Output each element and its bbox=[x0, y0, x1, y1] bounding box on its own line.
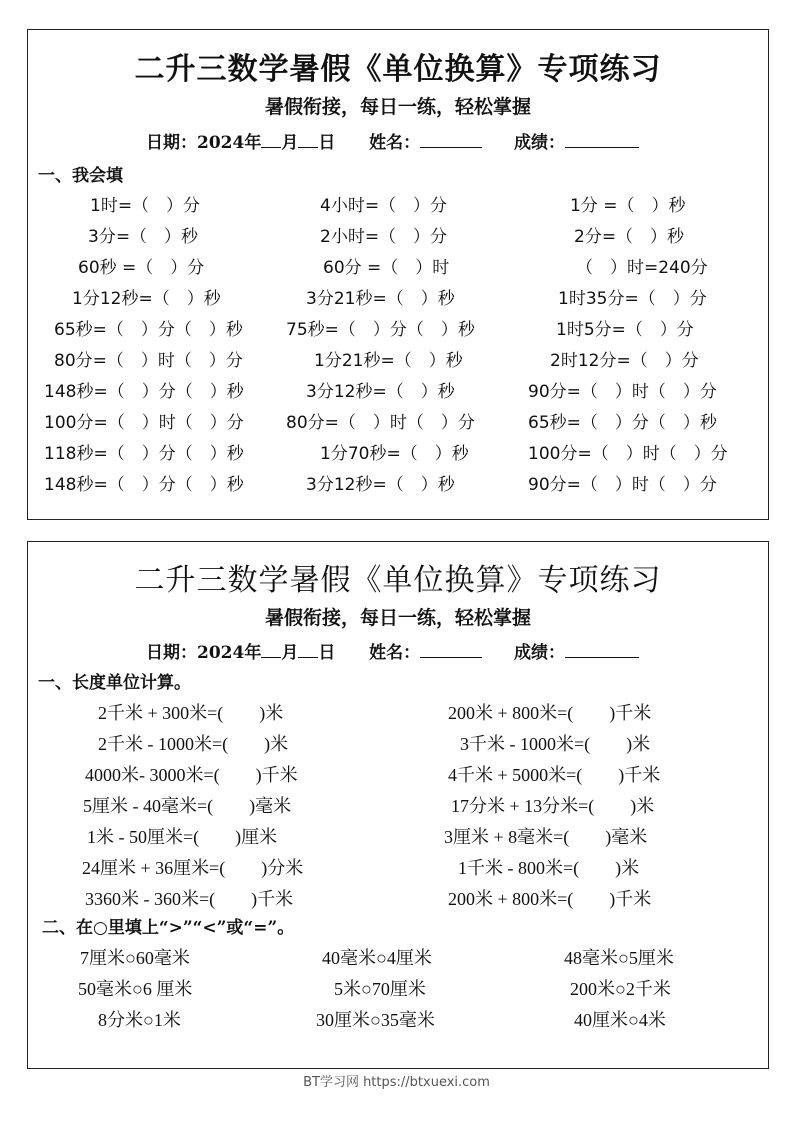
exercise-item[interactable]: 3厘米 + 8毫米=( )毫米 bbox=[444, 827, 648, 847]
exercise-row bbox=[28, 761, 768, 785]
exercise-row bbox=[28, 439, 768, 463]
exercise-item[interactable]: 3分12秒=（ ）秒 bbox=[306, 382, 455, 402]
exercise-item[interactable]: 148秒=（ ）分（ ）秒 bbox=[44, 382, 244, 402]
month-blank[interactable] bbox=[261, 131, 281, 148]
exercise-row bbox=[28, 377, 768, 401]
exercise-row bbox=[28, 346, 768, 370]
exercise-item[interactable]: 200米 + 800米=( )千米 bbox=[448, 889, 652, 909]
day-label: 日 bbox=[318, 133, 336, 153]
exercise-item[interactable]: 60分 =（ ）时 bbox=[323, 258, 450, 278]
exercise-item[interactable]: 3分21秒=（ ）秒 bbox=[306, 289, 455, 309]
exercise-item[interactable]: 90分=（ ）时（ ）分 bbox=[528, 382, 717, 402]
name-blank[interactable] bbox=[420, 131, 482, 148]
exercise-row bbox=[28, 253, 768, 277]
exercise-row bbox=[28, 699, 768, 723]
exercise-item[interactable]: 100分=（ ）时（ ）分 bbox=[44, 413, 244, 433]
exercise-item[interactable]: 7厘米○60毫米 bbox=[80, 948, 190, 968]
section-heading-2: 二、在○里填上“>”“<”或“=”。 bbox=[42, 918, 295, 938]
exercise-item[interactable]: 1分21秒=（ ）秒 bbox=[314, 351, 463, 371]
worksheet-subtitle: 暑假衔接，每日一练，轻松掌握 bbox=[264, 607, 531, 629]
exercise-item[interactable]: 2千米 - 1000米=( )米 bbox=[98, 734, 289, 754]
worksheet-subtitle: 暑假衔接，每日一练，轻松掌握 bbox=[264, 96, 531, 118]
exercise-item[interactable]: 40厘米○4米 bbox=[574, 1010, 666, 1030]
exercise-row bbox=[28, 792, 768, 816]
exercise-item[interactable]: 8分米○1米 bbox=[98, 1010, 181, 1030]
day-blank[interactable] bbox=[298, 131, 318, 148]
exercise-item[interactable]: 2分=（ ）秒 bbox=[574, 227, 685, 247]
exercise-row bbox=[28, 975, 768, 999]
exercise-row bbox=[28, 470, 768, 494]
exercise-item[interactable]: 1时5分=（ ）分 bbox=[556, 320, 694, 340]
exercise-item[interactable]: 100分=（ ）时（ ）分 bbox=[528, 444, 728, 464]
exercise-row bbox=[28, 222, 768, 246]
exercise-item[interactable]: 1分70秒=（ ）秒 bbox=[320, 444, 469, 464]
exercise-row bbox=[28, 315, 768, 339]
date-label: 日期：2024年 bbox=[146, 133, 262, 153]
month-blank[interactable] bbox=[261, 641, 281, 658]
section-heading: 一、长度单位计算。 bbox=[38, 673, 191, 693]
info-line bbox=[146, 128, 639, 153]
exercise-item[interactable]: 200米○2千米 bbox=[570, 979, 671, 999]
footer-watermark: BT学习网 https://btxuexi.com bbox=[303, 1075, 490, 1090]
day-label: 日 bbox=[318, 643, 336, 663]
exercise-item[interactable]: 75秒=（ ）分（ ）秒 bbox=[286, 320, 475, 340]
exercise-item[interactable]: 1米 - 50厘米=( )厘米 bbox=[87, 827, 278, 847]
score-label: 成绩： bbox=[514, 133, 566, 153]
info-line bbox=[146, 638, 639, 663]
exercise-row bbox=[28, 284, 768, 308]
exercise-item[interactable]: 50毫米○6 厘米 bbox=[78, 979, 193, 999]
exercise-item[interactable]: 5米○70厘米 bbox=[334, 979, 426, 999]
exercise-item[interactable]: 3360米 - 360米=( )千米 bbox=[85, 889, 294, 909]
score-label: 成绩： bbox=[514, 643, 566, 663]
exercise-item[interactable]: 1时=（ ）分 bbox=[90, 196, 201, 216]
exercise-item[interactable]: 65秒=（ ）分（ ）秒 bbox=[528, 413, 717, 433]
score-blank[interactable] bbox=[565, 641, 639, 658]
name-blank[interactable] bbox=[420, 641, 482, 658]
month-label: 月 bbox=[281, 133, 299, 153]
exercise-item[interactable]: （ ）时=240分 bbox=[576, 258, 708, 278]
exercise-item[interactable]: 24厘米 + 36厘米=( )分米 bbox=[82, 858, 304, 878]
exercise-row bbox=[28, 1006, 768, 1030]
exercise-item[interactable]: 1时35分=（ ）分 bbox=[558, 289, 707, 309]
exercise-item[interactable]: 80分=（ ）时（ ）分 bbox=[286, 413, 475, 433]
exercise-row bbox=[28, 944, 768, 968]
exercise-row bbox=[28, 854, 768, 878]
exercise-item[interactable]: 2时12分=（ ）分 bbox=[550, 351, 699, 371]
name-label: 姓名： bbox=[369, 643, 421, 663]
exercise-row bbox=[28, 823, 768, 847]
exercise-item[interactable]: 30厘米○35毫米 bbox=[316, 1010, 435, 1030]
exercise-item[interactable]: 2千米 + 300米=( )米 bbox=[98, 703, 284, 723]
worksheet-title: 二升三数学暑假《单位换算》专项练习 bbox=[134, 563, 662, 598]
exercise-item[interactable]: 60秒 =（ ）分 bbox=[78, 258, 205, 278]
exercise-item[interactable]: 4000米- 3000米=( )千米 bbox=[85, 765, 298, 785]
exercise-item[interactable]: 40毫米○4厘米 bbox=[322, 948, 432, 968]
exercise-item[interactable]: 118秒=（ ）分（ ）秒 bbox=[44, 444, 244, 464]
exercise-item[interactable]: 2小时=（ ）分 bbox=[320, 227, 448, 247]
exercise-item[interactable]: 3千米 - 1000米=( )米 bbox=[460, 734, 651, 754]
exercise-item[interactable]: 4千米 + 5000米=( )千米 bbox=[448, 765, 661, 785]
day-blank[interactable] bbox=[298, 641, 318, 658]
section-heading: 一、我会填 bbox=[38, 166, 123, 186]
worksheet-1 bbox=[27, 29, 769, 520]
worksheet-2 bbox=[27, 541, 769, 1069]
exercise-item[interactable]: 4小时=（ ）分 bbox=[320, 196, 448, 216]
worksheet-title: 二升三数学暑假《单位换算》专项练习 bbox=[134, 52, 662, 87]
exercise-row bbox=[28, 730, 768, 754]
exercise-item[interactable]: 1分 =（ ）秒 bbox=[570, 196, 686, 216]
exercise-item[interactable]: 90分=（ ）时（ ）分 bbox=[528, 475, 717, 495]
exercise-item[interactable]: 3分12秒=（ ）秒 bbox=[306, 475, 455, 495]
exercise-item[interactable]: 48毫米○5厘米 bbox=[564, 948, 674, 968]
exercise-item[interactable]: 1分12秒=（ ）秒 bbox=[72, 289, 221, 309]
name-label: 姓名： bbox=[369, 133, 421, 153]
exercise-item[interactable]: 80分=（ ）时（ ）分 bbox=[54, 351, 243, 371]
exercise-item[interactable]: 3分=（ ）秒 bbox=[88, 227, 199, 247]
exercise-item[interactable]: 17分米 + 13分米=( )米 bbox=[451, 796, 655, 816]
exercise-row bbox=[28, 408, 768, 432]
exercise-item[interactable]: 5厘米 - 40毫米=( )毫米 bbox=[83, 796, 292, 816]
exercise-row bbox=[28, 885, 768, 909]
exercise-item[interactable]: 200米 + 800米=( )千米 bbox=[448, 703, 652, 723]
score-blank[interactable] bbox=[565, 131, 639, 148]
exercise-item[interactable]: 148秒=（ ）分（ ）秒 bbox=[44, 475, 244, 495]
date-label: 日期：2024年 bbox=[146, 643, 262, 663]
exercise-item[interactable]: 65秒=（ ）分（ ）秒 bbox=[54, 320, 243, 340]
exercise-item[interactable]: 1千米 - 800米=( )米 bbox=[458, 858, 640, 878]
month-label: 月 bbox=[281, 643, 299, 663]
exercise-row bbox=[28, 191, 768, 215]
